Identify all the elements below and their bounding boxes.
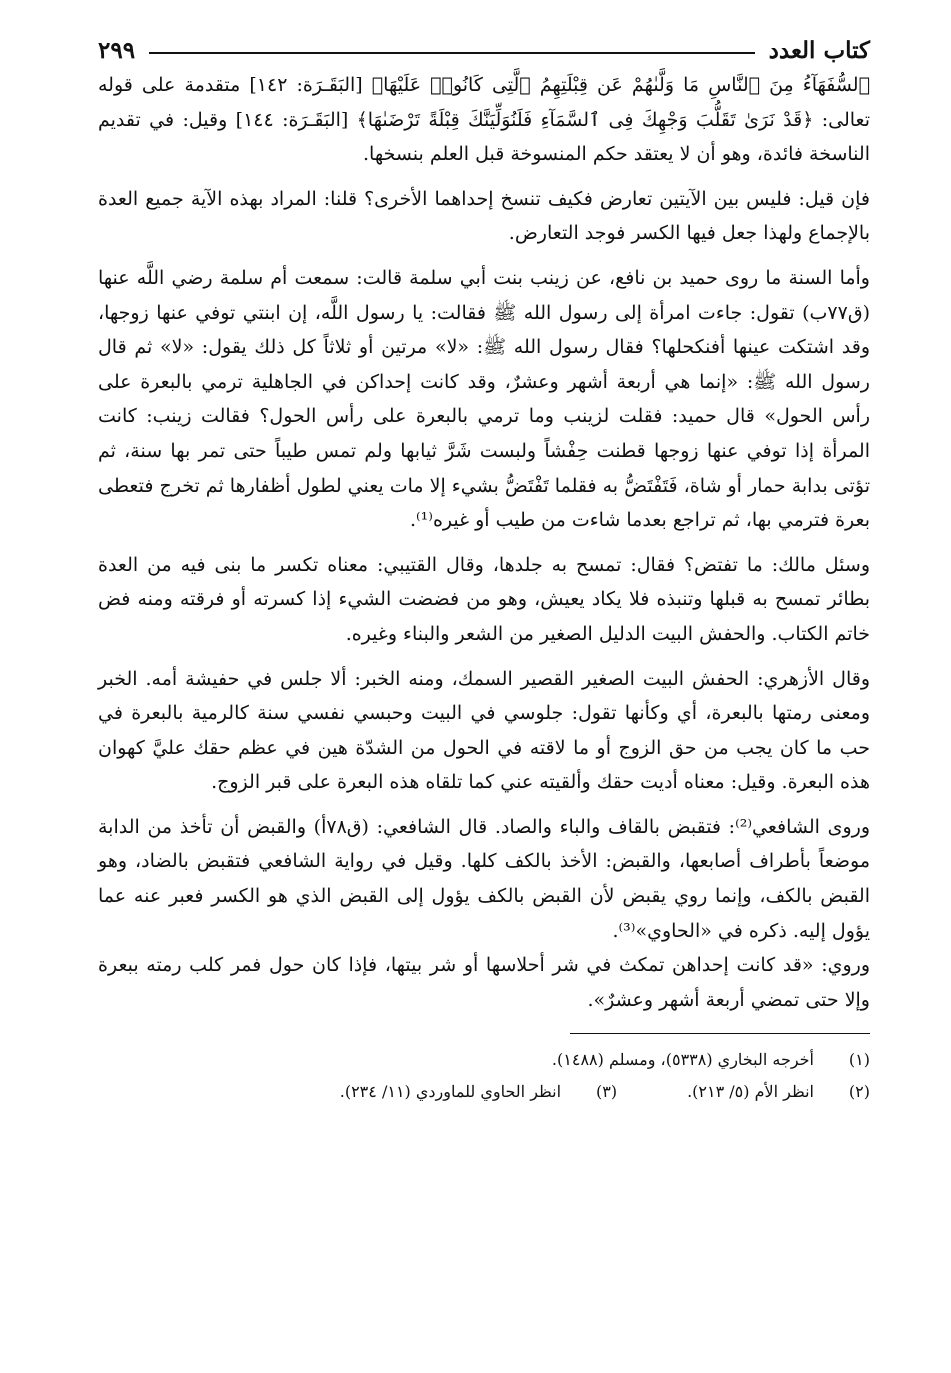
document-page xyxy=(98,28,870,1108)
footnote-number: (٣) xyxy=(595,1082,618,1102)
chapter-title: كتاب العدد xyxy=(768,37,870,64)
page-number: ٢٩٩ xyxy=(98,37,136,64)
footnote-row-2 xyxy=(98,1076,870,1108)
paragraph-5: وقال الأزهري: الحفش البيت الصغير القصير السمك، ومنه الخبر: ألا جلس في حفيشة أمه. الخبر ومعنى رمتها بالبعرة، أي وكأنها تقول: جلوسي في البيت وحبسي نفسي سنة كالرمية بالبعرة في حب ما كان يجب من حق الزوج أو ما لاقته في الحول من الشدّة هين في عظم حقك عليَّ كهوان هذه البعرة. وقيل: معناه أديت حقك وألقيته عني كما تلقاه هذه البعرة على قبر الزوج. xyxy=(98,667,870,794)
running-header xyxy=(98,28,870,64)
footnote-number: (٢) xyxy=(848,1082,870,1102)
footnote-separator xyxy=(570,1033,870,1034)
footnote-2 xyxy=(687,1076,870,1108)
paragraph-3: وأما السنة ما روى حميد بن نافع، عن زينب بنت أبي سلمة قالت: سمعت أم سلمة رضي اللَّه عنها (ق٧٧ب) تقول: جاءت امرأة إلى رسول الله ﷺ فقالت: يا رسول اللَّه، إن ابنتي توفي عنها زوجها، وقد اشتكت عينها أفنكحلها؟ فقال رسول الله ﷺ: «لا» مرتين أو ثلاثاً كل ذلك يقول: «لا» ثم قال رسول الله ﷺ: «إنما هي أربعة أشهر وعشرٌ، وقد كانت إحداكن في الجاهلية ترمي بالبعرة على رأس الحول» قال حميد: فقلت لزينب وما ترمي بالبعرة على رأس الحول؟ فقالت زينب: كانت المرأة إذا توفي عنها زوجها قطنت حِفْشاً ولبست شَرَّ ثيابها ولم تمس طيباً حتى تمر بها سنة، ثم تؤتى بدابة حمار أو شاة، فَتَفْتَضُّ به فقلما تَفْتَضُّ بشيء إلا مات يعني لطول أظفارها ثم تخرج فتعطى بعرة فترمي بها، ثم تراجع بعدما شاءت من طيب أو غيره⁽¹⁾. xyxy=(98,266,870,532)
footnote-3 xyxy=(340,1076,617,1108)
footnote-text: انظر الأم (٥/ ٢١٣). xyxy=(687,1082,814,1102)
paragraph-6: وروى الشافعي⁽²⁾: فتقبض بالقاف والباء والصاد. قال الشافعي: (ق٧٨أ) والقبض أن تأخذ من الدابة موضعاً بأطراف أصابعها، والقبض: الأخذ بالكف كلها. وقيل في رواية الشافعي فتقبض بالضاد، وهو القبض بالكف، وإنما روي يقبض لأن القبض بالكف يؤول إلى القبض الذي هو الكسر فعبر عنه عما يؤول إليه. ذكره في «الحاوي»⁽³⁾. xyxy=(98,815,871,942)
paragraph-7: وروي: «قد كانت إحداهن تمكث في شر أحلاسها أو شر بيتها، فإذا كان حول فمر كلب رمته ببعرة وإلا حتى تمضي أربعة أشهر وعشرٌ». xyxy=(98,954,870,1011)
footnote-text: أخرجه البخاري (٥٣٣٨)، ومسلم (١٤٨٨). xyxy=(551,1050,814,1070)
footnote-row-1 xyxy=(98,1044,870,1076)
footnote-number: (١) xyxy=(848,1050,870,1070)
paragraph-4: وسئل مالك: ما تفتض؟ فقال: تمسح به جلدها، وقال القتيبي: معناه تكسر ما بنى فيه من العدة بطائر تمسح به قبلها وتنبذه فلا يكاد يعيش، وهو من فضضت الشيء إذا كسرته أو فرقته ومنه فض خاتم الكتاب. والحفش البيت الدليل الصغير من الشعر والبناء وغيره. xyxy=(98,553,870,645)
footnote-text: انظر الحاوي للماوردي (١١/ ٢٣٤). xyxy=(339,1082,562,1102)
paragraph-2: فإن قيل: فليس بين الآيتين تعارض فكيف تنسخ إحداهما الأخرى؟ قلنا: المراد بهذه الآية جميع العدة بالإجماع ولهذا جعل فيها الكسر فوجد التعارض. xyxy=(98,187,870,245)
paragraph-1: ٱلسُّفَهَآءُ مِنَ ٱلنَّاسِ مَا وَلَّىٰهُمْ عَن قِبْلَتِهِمُ ٱلَّتِى كَانُوا۟ عَلَيْهَا﴾ [البَقَـرَة: ١٤٢] متقدمة على قوله تعالى: ﴿قَدْ نَرَىٰ تَقَلُّبَ وَجْهِكَ فِى ٱلسَّمَآءِ فَلَنُوَلِّيَنَّكَ قِبْلَةً تَرْضَىٰهَا﴾ [البَقَـرَة: ١٤٤] وقيل: في تقديم الناسخة فائدة، وهو أن لا يعتقد حكم المنسوخة قبل العلم بنسخها. xyxy=(98,74,870,166)
header-rule xyxy=(149,52,755,54)
footnote-1 xyxy=(552,1044,870,1076)
